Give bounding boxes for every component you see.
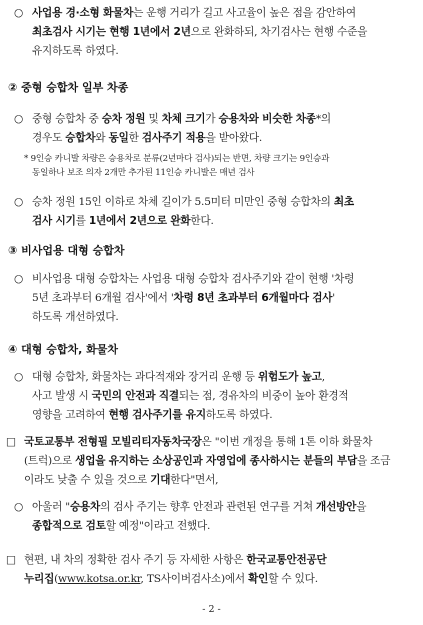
circle-bullet: ○ bbox=[14, 7, 24, 19]
bold-text: 최초검사 시기는 현행 1년에서 2년 bbox=[32, 26, 191, 38]
text-line bbox=[32, 212, 414, 231]
text-line bbox=[32, 129, 414, 148]
text-run: (트럭)으로 bbox=[24, 455, 76, 467]
text-run: ( bbox=[54, 573, 59, 585]
paragraph-body bbox=[32, 4, 414, 61]
text-run: 영향을 고려하여 bbox=[32, 409, 109, 421]
paragraph-body bbox=[32, 193, 414, 231]
section-number: ④ bbox=[8, 343, 18, 356]
text-run: 의 검사 주기는 향후 안전과 관련된 연구를 거쳐 bbox=[100, 501, 317, 513]
section2-footnote bbox=[24, 152, 416, 180]
text-line bbox=[32, 308, 414, 327]
text-run: 할 수 있다. bbox=[268, 573, 318, 585]
bold-text: 종합적으로 검토 bbox=[32, 520, 106, 532]
text-line bbox=[32, 289, 414, 308]
square-bullet: □ bbox=[6, 554, 16, 566]
bold-text: 최초 bbox=[333, 196, 354, 208]
text-run: 경우도 bbox=[32, 132, 66, 144]
text-run: 유지하도록 하였다. bbox=[32, 45, 119, 57]
section-heading-4 bbox=[8, 342, 118, 358]
bold-text: 차체 크기 bbox=[161, 113, 206, 125]
text-run: 대형 승합차, 화물차는 과다적재와 장거리 운행 등 bbox=[32, 371, 259, 383]
page-number: - 2 - bbox=[202, 604, 221, 615]
text-line bbox=[24, 570, 416, 589]
bold-text: 승용차와 비슷한 차종 bbox=[218, 113, 316, 125]
circle-bullet: ○ bbox=[14, 371, 24, 383]
paragraph-body bbox=[24, 433, 416, 490]
bold-text: 검사 시기 bbox=[32, 215, 76, 227]
circle-bullet: ○ bbox=[14, 113, 24, 125]
circle-bullet: ○ bbox=[14, 273, 24, 285]
text-run: , TS사이버검사소)에서 bbox=[140, 573, 249, 585]
paragraph-body bbox=[32, 270, 414, 327]
bold-text: 누리집 bbox=[24, 573, 55, 585]
bold-text: 국민의 안전과 직결 bbox=[91, 390, 179, 402]
text-line bbox=[32, 498, 414, 517]
text-run: 및 bbox=[145, 113, 162, 125]
text-run: 중형 승합차 중 bbox=[32, 113, 102, 125]
website-link[interactable]: www.kotsa.or.kr bbox=[58, 573, 141, 585]
bold-text: 승차 정원 bbox=[101, 113, 146, 125]
text-run: 아울러 " bbox=[32, 501, 70, 513]
paragraph-body bbox=[24, 551, 416, 589]
paragraph-body bbox=[32, 498, 414, 536]
text-run: , bbox=[321, 371, 325, 383]
text-line bbox=[24, 551, 416, 570]
bold-text: 개선방안 bbox=[316, 501, 357, 513]
bold-text: 한국교통안전공단 bbox=[246, 554, 327, 566]
text-run: 할 예정"이라고 전했다. bbox=[105, 520, 211, 532]
bold-text: 승합차 bbox=[65, 132, 96, 144]
circle-bullet: ○ bbox=[14, 196, 24, 208]
text-run: 한다"면서, bbox=[170, 474, 219, 486]
section2-paragraph-1 bbox=[14, 110, 414, 148]
section-number: ② bbox=[8, 81, 18, 94]
text-line bbox=[32, 193, 414, 212]
section-heading-2 bbox=[8, 80, 128, 96]
text-run: 으로 완화하되, 차기검사는 현행 수준을 bbox=[190, 26, 368, 38]
text-line bbox=[32, 23, 414, 42]
quote-sub-paragraph bbox=[14, 498, 414, 536]
bold-text: 위험도가 높고 bbox=[258, 371, 322, 383]
bold-text: 차령 8년 초과부터 6개월마다 검사 bbox=[173, 292, 333, 304]
text-run: 하도록 하였다. bbox=[205, 409, 273, 421]
text-run: 을 bbox=[356, 501, 367, 513]
section-number: ③ bbox=[8, 244, 18, 257]
text-line bbox=[32, 270, 414, 289]
footnote-line: * 9인승 카니발 차량은 승용차로 분류(2년마다 검사)되는 반면, 차량 크기는 9인승과 bbox=[24, 154, 330, 164]
bold-text: 승용차 bbox=[69, 501, 101, 513]
text-run: 와 bbox=[95, 132, 109, 144]
bold-text: 사업용 경·소형 화물차 bbox=[32, 7, 134, 19]
section3-paragraph bbox=[14, 270, 414, 327]
text-line bbox=[32, 4, 414, 23]
text-run: 비사업용 대형 승합차는 사업용 대형 승합차 검사주기와 같이 현행 '차령 bbox=[32, 273, 355, 285]
section2-paragraph-2 bbox=[14, 193, 414, 231]
text-line bbox=[32, 387, 414, 406]
circle-bullet: ○ bbox=[14, 501, 24, 513]
text-run: 승차 정원 15인 이하로 차체 길이가 5.5미터 미만인 중형 승합차의 bbox=[32, 196, 334, 208]
paragraph-body bbox=[32, 368, 414, 425]
section-title: 비사업용 대형 승합차 bbox=[21, 244, 125, 257]
text-run: 는 운행 거리가 길고 사고율이 높은 점을 감안하여 bbox=[133, 7, 356, 19]
text-line bbox=[32, 517, 414, 536]
text-run: 은 "이번 개정을 통해 1톤 이하 화물차 bbox=[201, 436, 373, 448]
text-run: 가 bbox=[205, 113, 219, 125]
text-run: 사고 발생 시 bbox=[32, 390, 92, 402]
quote-paragraph bbox=[6, 433, 416, 490]
footnote-line: 동일하나 보조 의자 2개만 추가된 11인승 카니발은 매년 검사 bbox=[32, 168, 255, 178]
square-bullet: □ bbox=[6, 436, 16, 448]
text-run: 한 bbox=[128, 132, 142, 144]
section4-paragraph bbox=[14, 368, 414, 425]
text-run: 현편, 내 차의 정확한 검사 주기 등 자세한 사항은 bbox=[24, 554, 247, 566]
text-run: ' bbox=[332, 292, 335, 304]
text-run: *의 bbox=[315, 113, 331, 125]
intro-paragraph bbox=[14, 4, 414, 61]
closing-paragraph bbox=[6, 551, 416, 589]
section-title: 대형 승합차, 화물차 bbox=[21, 343, 119, 356]
section-heading-3 bbox=[8, 243, 124, 259]
text-run: 이라도 낮출 수 있을 것으로 bbox=[24, 474, 151, 486]
bold-text: 국토교통부 전형필 모빌리티자동차국장 bbox=[24, 436, 202, 448]
paragraph-body bbox=[32, 110, 414, 148]
bold-text: 검사주기 적용 bbox=[141, 132, 206, 144]
bold-text: 1년에서 2년으로 완화 bbox=[88, 215, 191, 227]
section-title: 중형 승합차 일부 차종 bbox=[21, 81, 129, 94]
text-run: 을 받아왔다. bbox=[205, 132, 263, 144]
text-line bbox=[24, 452, 416, 471]
text-line bbox=[24, 471, 416, 490]
text-run: 을 조금 bbox=[356, 455, 391, 467]
text-line bbox=[32, 406, 414, 425]
text-run: 하도록 개선하였다. bbox=[32, 311, 119, 323]
text-run: 를 bbox=[75, 215, 89, 227]
text-line bbox=[32, 110, 414, 129]
bold-text: 동일 bbox=[108, 132, 129, 144]
text-run: 한다. bbox=[190, 215, 214, 227]
text-run: 되는 점, 경유차의 비중이 높아 환경적 bbox=[178, 390, 349, 402]
bold-text: 현행 검사주기를 유지 bbox=[108, 409, 206, 421]
bold-text: 생업을 유지하는 소상공인과 자영업에 종사하시는 분들의 부담 bbox=[75, 455, 357, 467]
text-line bbox=[24, 433, 416, 452]
text-line bbox=[32, 42, 414, 61]
text-line bbox=[32, 368, 414, 387]
bold-text: 기대 bbox=[150, 474, 171, 486]
text-run: 5년 초과부터 6개월 검사'에서 ' bbox=[32, 292, 174, 304]
bold-text: 확인 bbox=[248, 573, 269, 585]
